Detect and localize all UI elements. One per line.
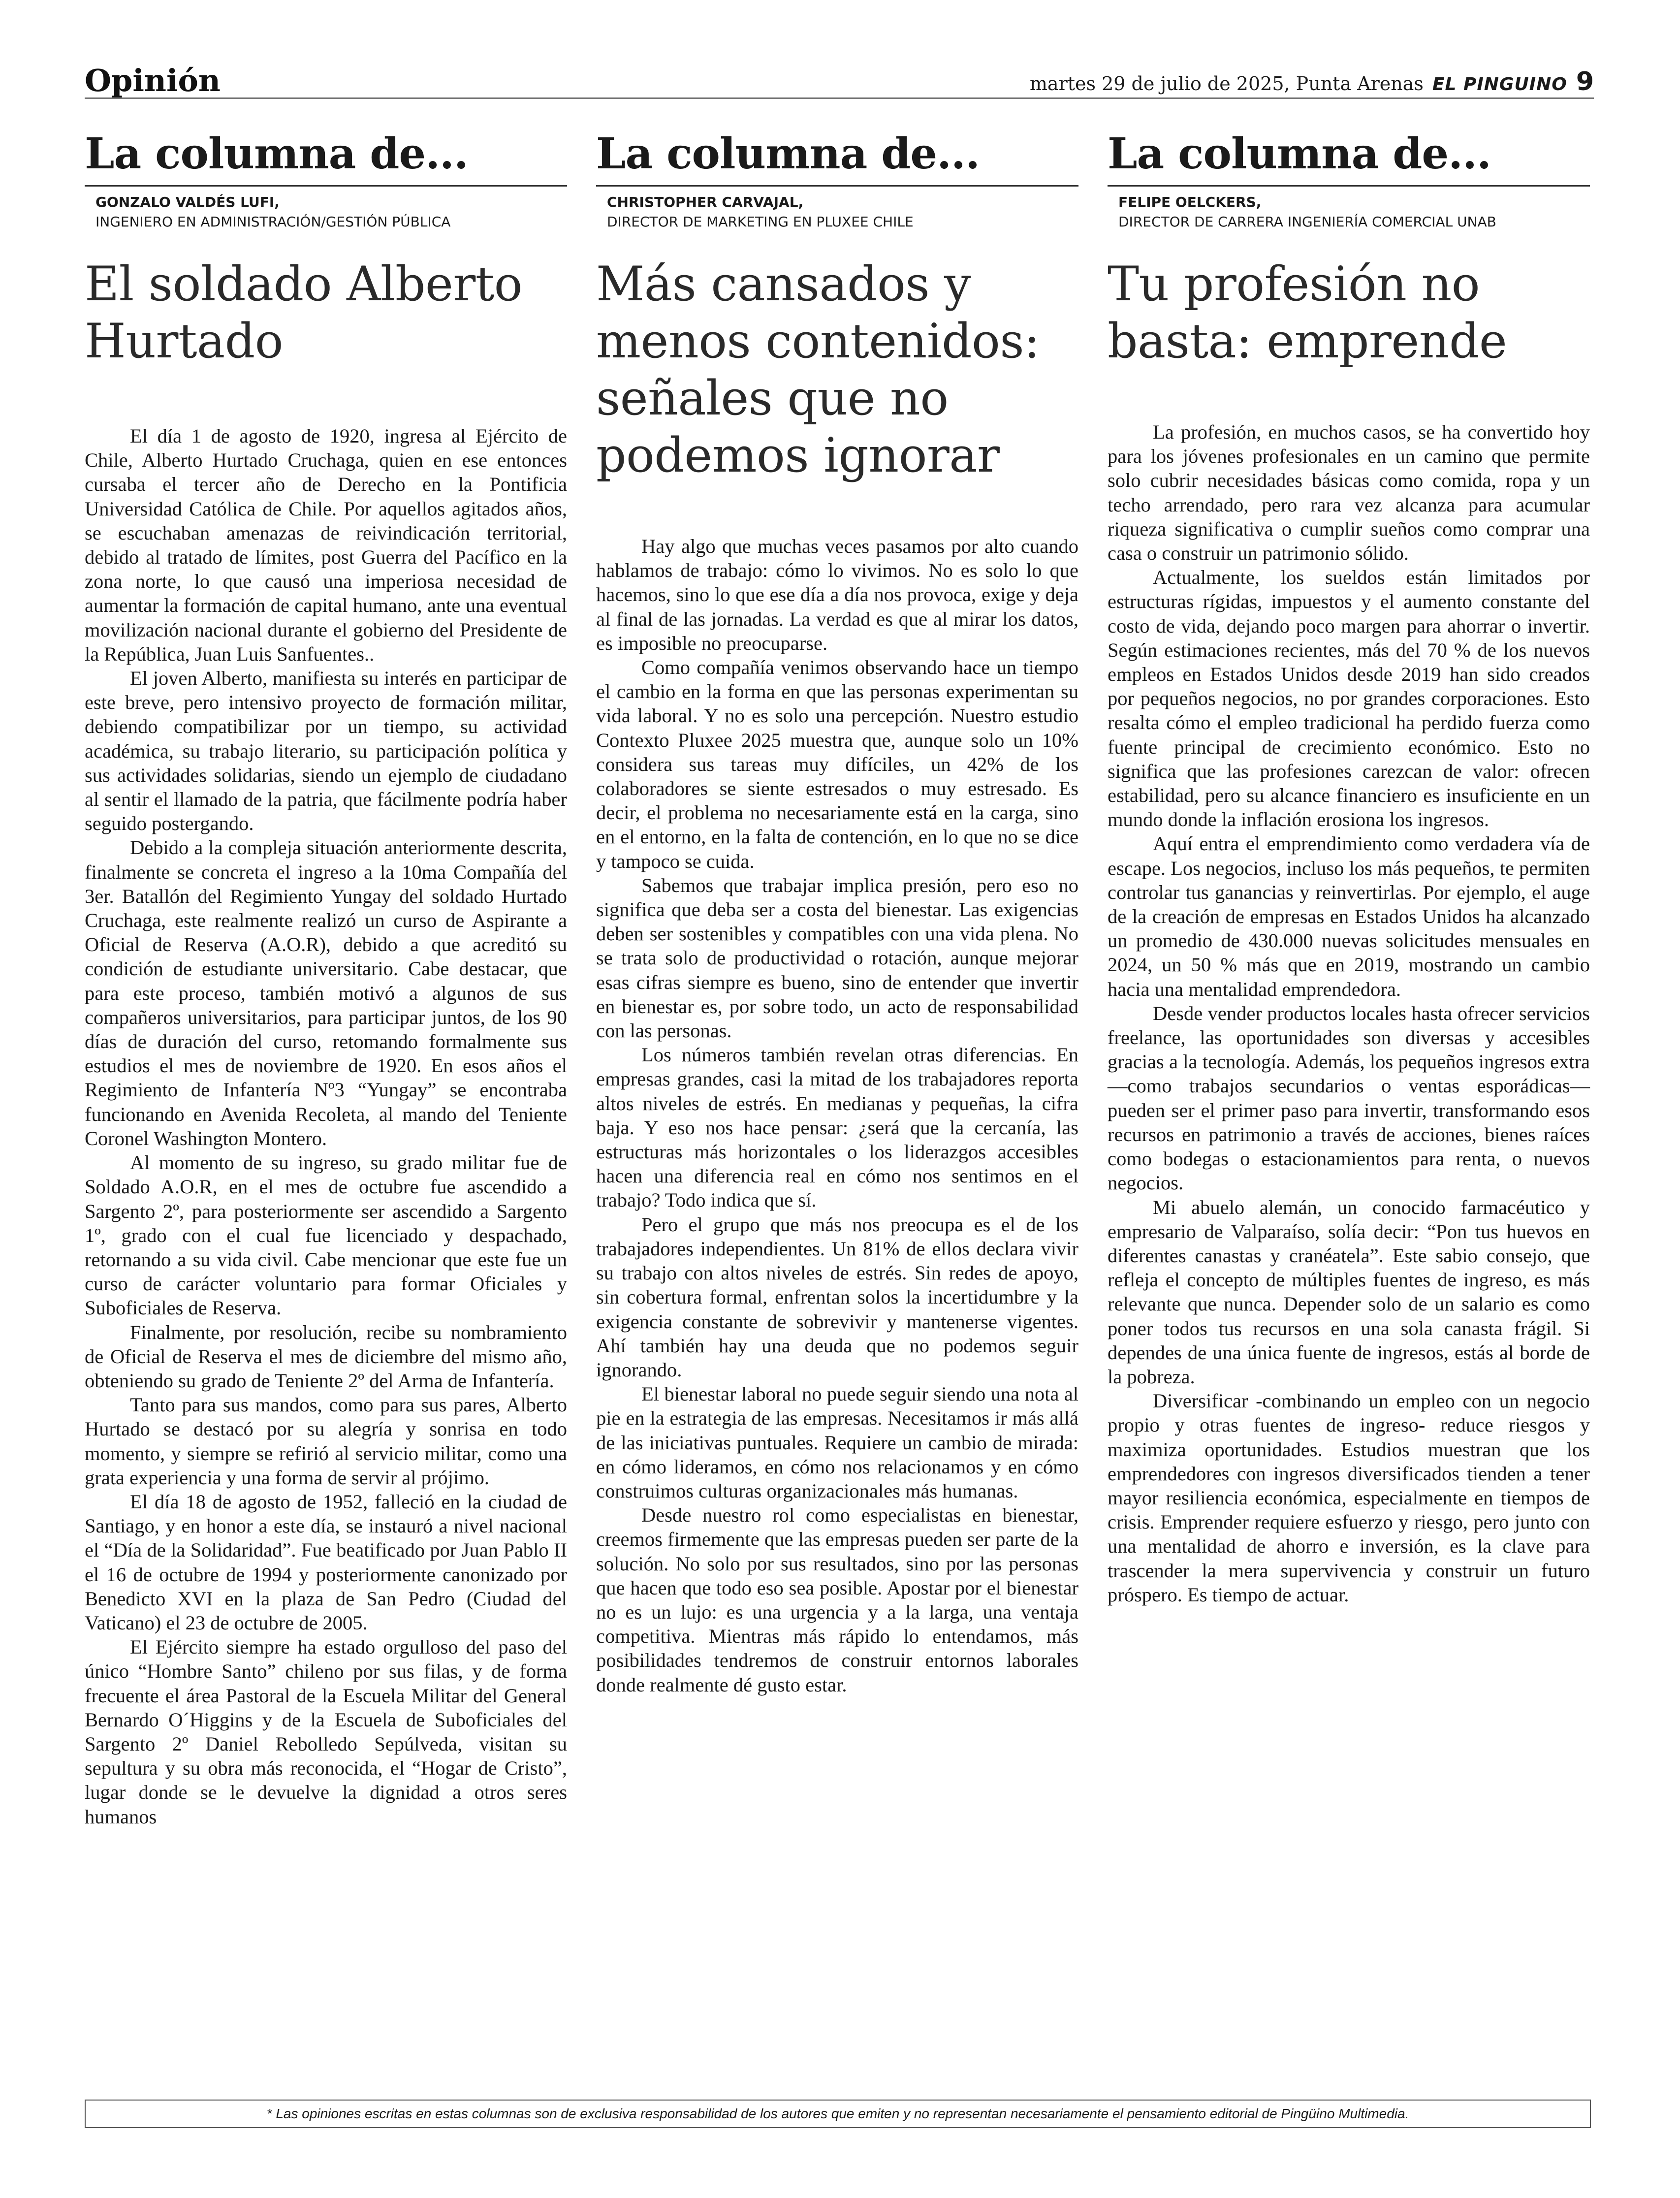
paragraph: Desde nuestro rol como especialistas en bienestar, creemos firmemente que las empresas pueden ser parte de la solución. No solo por sus resultados, sino por las personas que hacen que todo eso sea posible. Apostar por el bienestar no es un lujo: es una urgencia y a la larga, una ventaja competitiva. Mientras más rápido lo entendamos, más posibilidades tendremos de construir entornos laborales donde realmente dé gusto estar. [596, 1504, 1078, 1696]
paragraph: Los números también revelan otras diferencias. En empresas grandes, casi la mitad de los trabajadores reporta altos niveles de estrés. En medianas y pequeñas, la cifra baja. Y eso nos hace pensar: ¿será que la cercanía, las estructuras más horizontales o los liderazgos accesibles hacen una diferencia real en cómo nos sentimos en el trabajo? Todo indica que sí. [596, 1044, 1078, 1211]
paragraph: Finalmente, por resolución, recibe su nombramiento de Oficial de Reserva el mes de diciembre del mismo año, obteniendo su grado de Teniente 2º del Arma de Infantería. [85, 1321, 567, 1392]
author-name: FELIPE OELCKERS, [1118, 194, 1262, 210]
paragraph: Hay algo que muchas veces pasamos por alto cuando hablamos de trabajo: cómo lo vivimos. No es solo lo que hacemos, sino lo que ese día a día nos provoca, exige y deja al final de las jornadas. La verdad es que al mirar los datos, es imposible no preocuparse. [596, 535, 1078, 654]
column-kicker: La columna de... [596, 127, 1078, 187]
page-number: 9 [1576, 67, 1594, 96]
paragraph: El joven Alberto, manifiesta su interés en participar de este breve, pero intensivo proyecto de formación militar, debiendo compatibilizar por un tiempo, su actividad académica, su trabajo literario, su participación política y sus actividades solidarias, siendo un ejemplo de ciudadano al sentir el llamado de la patria, que fácilmente podría haber seguido postergando. [85, 667, 567, 835]
paragraph: Al momento de su ingreso, su grado militar fue de Soldado A.O.R, en el mes de octubre fue ascendido a Sargento 2º, para posteriormente ser ascendido a Sargento 1º, grado con el cual fue licenciado y despachado, retornando a su vida civil. Cabe mencionar que este fue un curso de carácter voluntario para formar Oficiales y Suboficiales de Reserva. [85, 1151, 567, 1319]
paragraph: Pero el grupo que más nos preocupa es el de los trabajadores independientes. Un 81% de ellos declara vivir su trabajo con altos niveles de estrés. Sin redes de apoyo, sin cobertura formal, enfrentan solos la incertidumbre y la exigencia constante de sobrevivir y mantenerse vigentes. Ahí también hay una deuda que no podemos seguir ignorando. [596, 1213, 1078, 1381]
article-headline: Más cansados y menos contenidos: señales que no podemos ignorar [596, 256, 1040, 483]
column-2 [596, 127, 1078, 1697]
paragraph: Aquí entra el emprendimiento como verdadera vía de escape. Los negocios, incluso los más pequeños, te permiten controlar tus ganancias y reinvertirlas. Por ejemplo, el auge de la creación de empresas en Estados Unidos ha alcanzado un promedio de 430.000 nuevas solicitudes mensuales en 2024, un 50 % más que en 2019, mostrando un cambio hacia una mentalidad emprendedora. [1108, 832, 1590, 1000]
paragraph: El día 18 de agosto de 1952, falleció en la ciudad de Santiago, y en honor a este día, se instauró a nivel nacional el “Día de la Solidaridad”. Fue beatificado por Juan Pablo II el 16 de octubre de 1994 y posteriormente canonizado por Benedicto XVI en la plaza de San Pedro (Ciudad del Vaticano) el 23 de octubre de 2005. [85, 1490, 567, 1634]
header-divider [85, 97, 1594, 99]
article-headline: Tu profesión no basta: emprende [1108, 256, 1507, 369]
paragraph: Como compañía venimos observando hace un tiempo el cambio en la forma en que las personas experimentan su vida laboral. Y no es solo una percepción. Nuestro estudio Contexto Pluxee 2025 muestra que, aunque solo un 10% considera sus tareas muy difíciles, un 42% de los colaboradores se siente estresados o muy estresado. Es decir, el problema no necesariamente está en la carga, sino en el entorno, en la falta de contención, en lo que no se dice y tampoco se cuida. [596, 656, 1078, 872]
paragraph: Debido a la compleja situación anteriormente descrita, finalmente se concreta el ingreso a la 10ma Compañía del 3er. Batallón del Regimiento Yungay del soldado Hurtado Cruchaga, este realmente realizó un curso de Aspirante a Oficial de Reserva (A.O.R), debido a que acreditó su condición de estudiante universitario. Cabe destacar, que para este proceso, también motivó a algunos de sus compañeros universitarios, para participar juntos, de los 90 días de duración del curso, retomando formalmente sus estudios el mes de noviembre de 1920. En esos años el Regimiento de Infantería Nº3 “Yungay” se encontraba funcionando en Avenida Recoleta, al mando del Teniente Coronel Washington Montero. [85, 836, 567, 1149]
paragraph: Tanto para sus mandos, como para sus pares, Alberto Hurtado se destacó por su alegría y sonrisa en todo momento, y siempre se refirió al servicio militar, como una grata experiencia y una forma de servir al prójimo. [85, 1394, 567, 1489]
disclaimer-box: * Las opiniones escritas en estas columnas son de exclusiva responsabilidad de los autores que emiten y no representan necesariamente el pensamiento editorial de Pingüino Multimedia. [85, 2100, 1591, 2128]
author-role: DIRECTOR DE MARKETING EN PLUXEE CHILE [607, 214, 914, 230]
paragraph: Desde vender productos locales hasta ofrecer servicios freelance, las oportunidades son diversas y accesibles gracias a la tecnología. Además, los pequeños ingresos extra —como trabajos secundarios o ventas esporádicas— pueden ser el primer paso para invertir, transformando esos recursos en patrimonio a través de acciones, bienes raíces como bodegas o estacionamientos para renta, o nuevos negocios. [1108, 1002, 1590, 1194]
author-role: INGENIERO EN ADMINISTRACIÓN/GESTIÓN PÚBLICA [95, 214, 451, 230]
article-body [596, 534, 1078, 1697]
column-1 [85, 127, 567, 1829]
section-title: Opinión [85, 63, 221, 98]
paragraph: El bienestar laboral no puede seguir siendo una nota al pie en la estrategia de las empresas. Necesitamos ir más allá de las iniciativas puntuales. Requiere un cambio de mirada: en cómo lideramos, en cómo nos relacionamos y en cómo construimos culturas organizacionales más humanas. [596, 1383, 1078, 1502]
date-location: martes 29 de julio de 2025, Punta Arenas [1029, 73, 1424, 95]
paragraph: El Ejército siempre ha estado orgulloso del paso del único “Hombre Santo” chileno por sus filas, y de forma frecuente el área Pastoral de la Escuela Militar del General Bernardo O´Higgins y de la Escuela de Suboficiales del Sargento 2º Daniel Rebolledo Sepúlveda, visitan su sepultura y su obra más reconocida, el “Hogar de Cristo”, lugar donde se le devuelve la dignidad a otros seres humanos [85, 1636, 567, 1828]
article-headline: El soldado Alberto Hurtado [85, 256, 523, 369]
newspaper-logo: EL PINGUINO [1432, 74, 1567, 95]
paragraph: El día 1 de agosto de 1920, ingresa al Ejército de Chile, Alberto Hurtado Cruchaga, quien en ese entonces cursaba el tercer año de Derecho en la Pontificia Universidad Católica de Chile. Por aquellos agitados años, se escuchaban amenazas de reivindicación territorial, debido al tratado de límites, post Guerra del Pacífico en la zona norte, lo que causó una imperiosa necesidad de aumentar la formación de capital humano, ante una eventual movilización nacional durante el gobierno del Presidente de la República, Juan Luis Sanfuentes.. [85, 425, 567, 665]
article-body [1108, 420, 1590, 1607]
column-kicker: La columna de... [85, 127, 567, 187]
page-header [85, 63, 1594, 98]
paragraph: Sabemos que trabajar implica presión, pero eso no significa que deba ser a costa del bienestar. Las exigencias deben ser sostenibles y compatibles con una vida plena. No se trata solo de productividad o rotación, aunque mejorar esas cifras siempre es bueno, sino de entender que invertir en bienestar es, por sobre todo, un acto de responsabilidad con las personas. [596, 874, 1078, 1042]
author-name: GONZALO VALDÉS LUFI, [95, 194, 280, 210]
date-line [1030, 67, 1594, 99]
column-kicker: La columna de... [1108, 127, 1590, 187]
paragraph: Diversificar -combinando un empleo con un negocio propio y otras fuentes de ingreso- reduce riesgos y maximiza oportunidades. Estudios muestran que los emprendedores con ingresos diversificados tienden a tener mayor resiliencia económica, especialmente en tiempos de crisis. Emprender requiere esfuerzo y riesgo, pero junto con una mentalidad de ahorro e inversión, es la clave para trascender la mera supervivencia y construir un futuro próspero. Es tiempo de actuar. [1108, 1390, 1590, 1606]
article-body [85, 424, 567, 1829]
column-3 [1108, 127, 1590, 1607]
author-name: CHRISTOPHER CARVAJAL, [607, 194, 804, 210]
author-role: DIRECTOR DE CARRERA INGENIERÍA COMERCIAL UNAB [1118, 214, 1496, 230]
paragraph: La profesión, en muchos casos, se ha convertido hoy para los jóvenes profesionales en un camino que permite solo cubrir necesidades básicas como comida, ropa y un techo arrendado, pero rara vez alcanza para acumular riqueza significativa o cumplir sueños como comprar una casa o construir un patrimonio sólido. [1108, 421, 1590, 565]
paragraph: Mi abuelo alemán, un conocido farmacéutico y empresario de Valparaíso, solía decir: “Pon tus huevos en diferentes canastas y cranéatela”. Este sabio consejo, que refleja el concepto de múltiples fuentes de ingreso, es más relevante que nunca. Depender solo de un salario es como poner todos tus recursos en una sola canasta frágil. Si dependes de una única fuente de ingresos, estás al borde de la pobreza. [1108, 1196, 1590, 1388]
paragraph: Actualmente, los sueldos están limitados por estructuras rígidas, impuestos y el aumento constante del costo de vida, dejando poco margen para ahorrar o invertir. Según estimaciones recientes, más del 70 % de los nuevos empleos en Estados Unidos desde 2019 han sido creados por pequeños negocios, no por grandes corporaciones. Esto resalta cómo el empleo tradicional ha perdido fuerza como fuente principal de crecimiento económico. Esto no significa que las profesiones carezcan de valor: ofrecen estabilidad, pero su alcance financiero es insuficiente en un mundo donde la inflación erosiona los ingresos. [1108, 566, 1590, 831]
